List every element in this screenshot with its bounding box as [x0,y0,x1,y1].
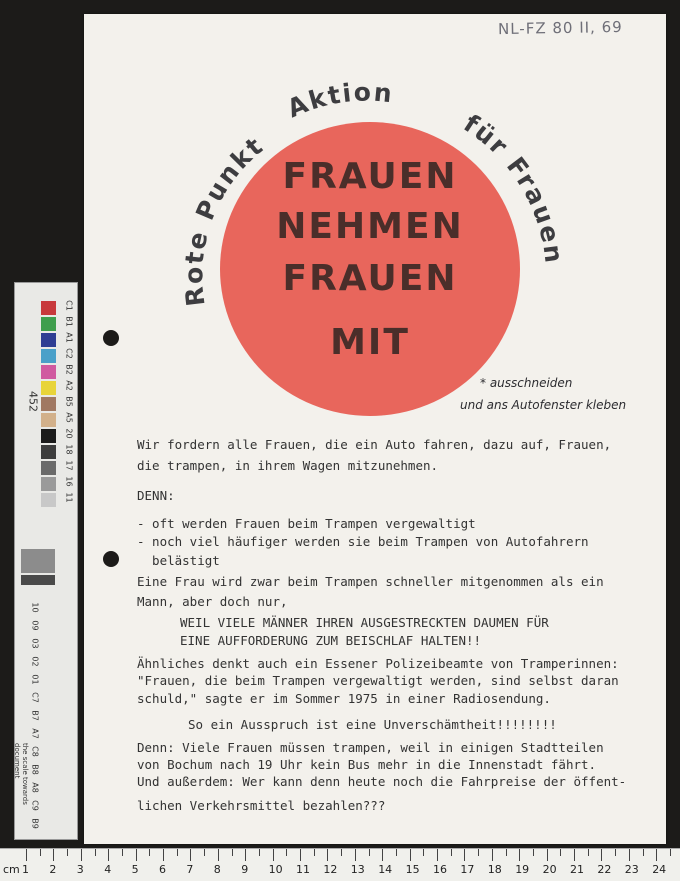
checker-swatch [41,445,56,459]
arc-text-left: Rote Punkt [179,130,270,308]
paragraph-5-line-4: lichen Verkehrsmittel bezahlen??? [137,798,386,813]
checker-code: 11 [64,492,74,503]
checker-code-lower: 10 [30,602,40,613]
checker-code: C1 [64,300,74,311]
ruler-half-tick [615,849,616,856]
ruler-number: 21 [570,863,584,876]
checker-code-lower: C7 [30,692,40,703]
ruler-half-tick [204,849,205,856]
checker-code: A2 [64,380,74,391]
ruler-half-tick [40,849,41,856]
checker-code: A5 [64,412,74,423]
checker-dark-block [21,575,55,585]
ruler-tick [519,849,520,861]
ruler-number: 11 [296,863,310,876]
ruler-number: 10 [268,863,283,876]
arc-text-top: Aktion [283,77,396,124]
ruler-number: 23 [624,863,639,876]
ruler-number: 17 [460,863,475,876]
checker-code: C2 [64,348,74,359]
checker-code-lower: A7 [30,728,40,739]
checker-swatch [41,349,56,363]
checker-code: 17 [64,460,74,471]
ruler-number: 13 [350,863,365,876]
paragraph-5-line-1: Denn: Viele Frauen müssen trampen, weil in einigen Stadtteilen [137,740,604,755]
paragraph-3-line-3: schuld," sagte er im Sommer 1975 in einer Radiosendung. [137,691,551,706]
ruler-half-tick [341,849,342,856]
checker-code-lower: 02 [30,656,40,667]
ruler-tick [656,849,657,861]
checker-code-lower: C9 [30,800,40,811]
checker-swatch [41,317,56,331]
paragraph-5-line-2: von Bochum nach 19 Uhr kein Bus mehr in die Innenstadt fährt. [137,757,597,772]
checker-swatch [41,429,56,443]
headline-line-4: MIT [330,322,410,363]
ruler-half-tick [369,849,370,856]
checker-swatch [41,333,56,347]
ruler-tick [547,849,548,861]
checker-code-lower: 09 [30,620,40,631]
checker-swatch [41,461,56,475]
ruler-number: 15 [405,863,420,876]
ruler-half-tick [67,849,68,856]
checker-swatch [41,477,56,491]
archive-reference: NL-FZ 80 II, 69 [497,17,623,39]
ruler-half-tick [232,849,233,856]
paragraph-2-line-2: Mann, aber doch nur, [137,594,288,609]
intro-line-1: Wir fordern alle Frauen, die ein Auto fahren, dazu auf, Frauen, [137,437,612,452]
ruler-tick [190,849,191,861]
caps-line-1: WEIL VIELE MÄNNER IHREN AUSGESTRECKTEN DAUMEN FÜR [180,615,549,630]
ruler-tick [26,849,27,861]
ruler-half-tick [149,849,150,856]
ruler-tick [629,849,630,861]
ruler-tick [437,849,438,861]
headline-line-1: FRAUEN [282,156,458,197]
ruler-tick [327,849,328,861]
ruler-tick [163,849,164,861]
color-checker [14,282,78,840]
checker-code: B1 [64,316,74,327]
checker-handwritten-number: 452 [26,391,40,412]
ruler-half-tick [478,849,479,856]
bullet-2a: - noch viel häufiger werden sie beim Trampen von Autofahrern [137,534,589,549]
checker-swatch [41,301,56,315]
ruler-number: 20 [542,863,557,876]
measurement-ruler [0,848,680,881]
checker-swatch [41,493,56,507]
bullet-1: - oft werden Frauen beim Trampen vergewaltigt [137,516,476,531]
checker-code-lower: B9 [30,818,40,829]
checker-code-lower: 01 [30,674,40,685]
paragraph-3-line-1: Ähnliches denkt auch ein Essener Polizeibeamte von Tramperinnen: [137,656,619,671]
handwritten-note-line-2: und ans Autofenster kleben [460,398,627,412]
ruler-half-tick [314,849,315,856]
checker-code-lower: C8 [30,746,40,757]
ruler-half-tick [95,849,96,856]
checker-code: 18 [64,444,74,455]
ruler-tick [464,849,465,861]
ruler-half-tick [259,849,260,856]
checker-code-lower: B7 [30,710,40,721]
checker-code: B2 [64,364,74,375]
ruler-half-tick [588,849,589,856]
ruler-half-tick [286,849,287,856]
ruler-tick [300,849,301,861]
ruler-number: 18 [487,863,502,876]
checker-code: 16 [64,476,74,487]
ruler-half-tick [560,849,561,856]
ruler-half-tick [122,849,123,856]
checker-code-lower: B8 [30,764,40,775]
checker-code: B5 [64,396,74,407]
ruler-number: 22 [597,863,612,876]
checker-swatch [41,381,56,395]
ruler-number: 19 [515,863,530,876]
ruler-number: 9 [241,863,249,876]
ruler-half-tick [396,849,397,856]
ruler-number: 7 [186,863,194,876]
caps-line-2: EINE AUFFORDERUNG ZUM BEISCHLAF HALTEN!! [180,633,482,648]
paragraph-4: So ein Ausspruch ist eine Unverschämtheit!!!!!!!! [188,717,557,732]
ruler-half-tick [506,849,507,856]
paragraph-5-line-3: Und außerdem: Wer kann denn heute noch die Fahrpreise der öffent- [137,774,627,789]
ruler-number: 24 [652,863,667,876]
ruler-tick [601,849,602,861]
ruler-half-tick [423,849,424,856]
ruler-half-tick [533,849,534,856]
intro-line-2: die trampen, in ihrem Wagen mitzunehmen. [137,458,439,473]
ruler-tick [245,849,246,861]
arc-text-right: für Frauen [458,108,569,267]
ruler-number: 1 [22,863,29,876]
headline-line-2: NEHMEN [276,206,464,247]
checker-swatch [41,413,56,427]
ruler-number: 12 [323,863,338,876]
ruler-number: 4 [104,863,112,876]
ruler-tick [355,849,356,861]
ruler-half-tick [451,849,452,856]
ruler-number: 16 [433,863,447,876]
ruler-number: 14 [378,863,393,876]
denn-label: DENN: [137,488,175,503]
handwritten-note-line-1: * ausschneiden [480,376,573,390]
ruler-tick [492,849,493,861]
ruler-tick [218,849,219,861]
ruler-tick [574,849,575,861]
ruler-tick [53,849,54,861]
ruler-number: 5 [131,863,139,876]
checker-caption: the scale towards document [13,743,29,805]
checker-swatch [41,397,56,411]
bullet-2b: belästigt [137,553,220,568]
checker-code-lower: A8 [30,782,40,793]
ruler-tick [108,849,109,861]
ruler-tick [273,849,274,861]
ruler-tick [410,849,411,861]
paragraph-3-line-2: "Frauen, die beim Trampen vergewaltigt werden, sind selbst daran [137,673,619,688]
checker-code: 20 [64,428,74,439]
ruler-half-tick [177,849,178,856]
headline-line-3: FRAUEN [282,258,458,299]
checker-gray-block [21,549,55,573]
ruler-tick [382,849,383,861]
ruler-half-tick [670,849,671,856]
ruler-number: 8 [213,863,221,876]
checker-code-lower: 03 [30,638,40,649]
ruler-number: 3 [76,863,84,876]
ruler-half-tick [643,849,644,856]
ruler-tick [81,849,82,861]
checker-swatch [41,365,56,379]
ruler-tick [136,849,137,861]
ruler-number: 2 [49,863,57,876]
ruler-unit: cm [3,863,20,876]
checker-code: A1 [64,332,74,343]
paragraph-2-line-1: Eine Frau wird zwar beim Trampen schneller mitgenommen als ein [137,574,604,589]
ruler-number: 6 [159,863,166,876]
